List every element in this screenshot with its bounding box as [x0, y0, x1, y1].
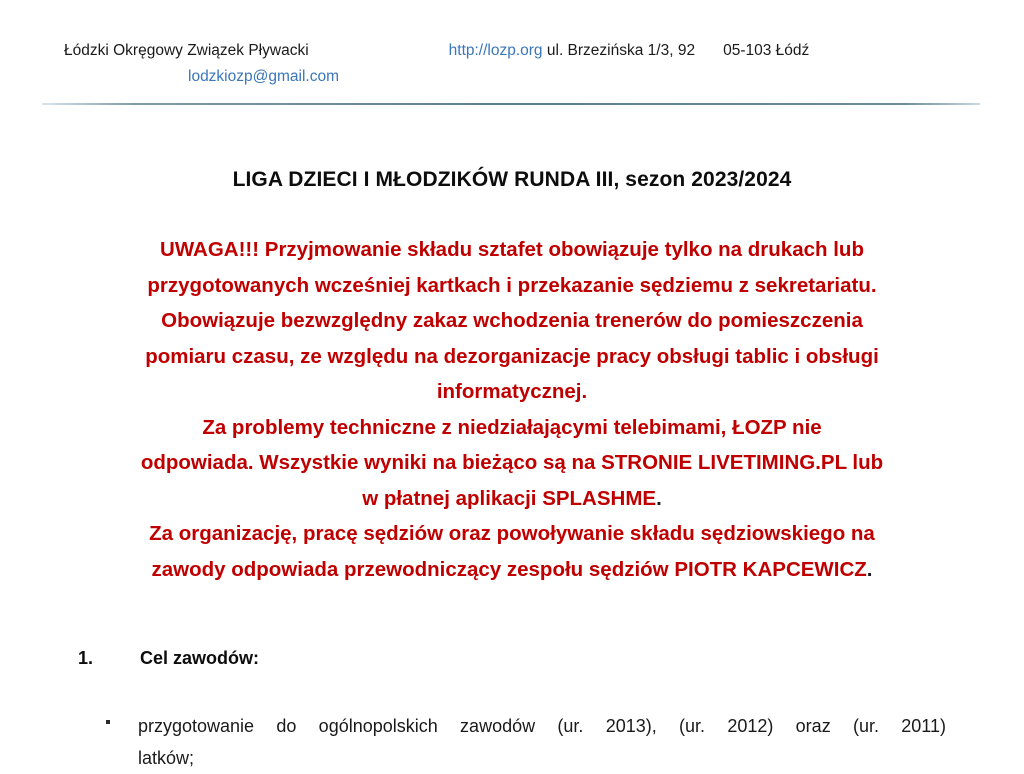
notice-line: Obowiązuje bezwzględny zakaz wchodzenia trenerów do pomieszczenia: [161, 309, 863, 332]
sentence-terminator: .: [656, 486, 662, 510]
organization-name: Łódzki Okręgowy Związek Pływacki: [64, 42, 309, 59]
street-address: ul. Brzezińska 1/3, 92: [546, 42, 696, 59]
notice-line-kapcewicz: [62, 552, 962, 588]
section-heading-1: [78, 648, 259, 669]
email-link[interactable]: lodzkiozp@gmail.com: [188, 68, 339, 85]
list-item-line-1: przygotowanie do ogólnopolskich zawodów (ur. 2013), (ur. 2012) oraz (ur. 2011): [138, 716, 946, 736]
postal-city: 05-103 Łódź: [723, 42, 810, 59]
notice-line: przygotowanych wcześniej kartkach i przekazanie sędziemu z sekretariatu.: [147, 273, 877, 297]
notice-line-splashme: [62, 481, 962, 517]
website-link[interactable]: http://lozp.org: [448, 42, 543, 59]
notice-line: odpowiada. Wszystkie wyniki na bieżąco są na STRONIE LIVETIMING.PL lub: [140, 451, 884, 474]
notice-line: Za problemy techniczne z niedziałającymi telebimami, ŁOZP nie: [202, 415, 822, 439]
section-number: 1.: [78, 648, 94, 668]
notice-line: Za organizację, pracę sędziów oraz powoływanie składu sędziowskiego na: [149, 522, 875, 545]
notice-line: pomiaru czasu, ze względu na dezorganizacje pracy obsługi tablic i obsługi: [145, 344, 879, 368]
list-item: [106, 710, 946, 774]
notice-line-text: zawody odpowiada przewodniczący zespołu sędziów PIOTR KAPCEWICZ: [151, 557, 867, 581]
sentence-terminator: .: [866, 557, 873, 581]
header-divider: [42, 103, 980, 105]
letterhead-line-1: [0, 38, 1024, 64]
notice-line: UWAGA!!! Przyjmowanie składu sztafet obowiązuje tylko na drukach lub: [160, 238, 864, 261]
warning-notice: [62, 232, 962, 587]
square-bullet-icon: [106, 720, 110, 724]
notice-line-text: w płatnej aplikacji SPLASHME: [362, 486, 657, 510]
list-item-line-2: latków;: [138, 748, 195, 768]
letterhead-line-2: [0, 64, 1024, 90]
letterhead: [0, 38, 1024, 90]
list-item-text: [138, 710, 946, 774]
page-title: LIGA DZIECI I MŁODZIKÓW RUNDA III, sezon 2023/2024: [232, 168, 792, 191]
notice-line: informatycznej.: [436, 380, 588, 403]
section-heading-label: Cel zawodów:: [140, 648, 260, 668]
